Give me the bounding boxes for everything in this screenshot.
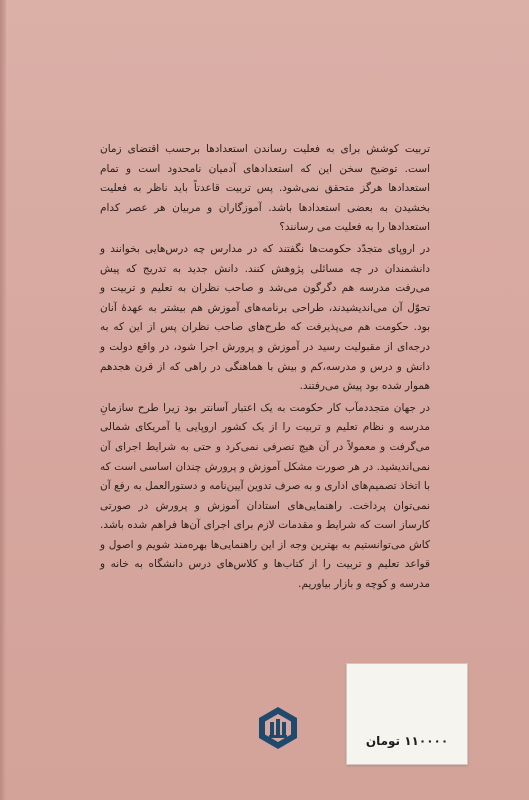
paragraph-2: در اروپای متجدّد حکومت‌ها نگفتند که در مدارس چه درس‌هایی بخوانند و دانشمندان در چه مسائلی پژوهش کنند. دانش جدید به تدریج که پیش می‌رفت مدرسه هم دگرگون می‌شد و صاحب نظران به تعلیم و تربیت و تحوّل آن می‌اندیشیدند، طراحی برنامه‌های آموزش هم بیشتر به عهدهٔ آنان بود. حکومت هم می‌پذیرفت که طرح‌های صاحب نظران پس از این که به درجه‌ای از مقبولیت رسید در آموزش و پرورش اجرا شود، در واقع دولت و دانش و درس و مدرسه،کم و بیش با هماهنگی در راهی که از قرن هجدهم هموار شده بود پیش می‌رفتند. — [100, 242, 430, 393]
price-sticker — [346, 663, 468, 765]
back-cover-text — [100, 140, 430, 597]
price-label: ۱۱۰۰۰۰ تومان — [365, 734, 449, 748]
spine-edge — [0, 0, 6, 800]
paragraph-1: تربیت کوشش برای به فعلیت رساندن استعدادها برحسب اقتضای زمان است. توضیح سخن این که استعدادهای آدمیان نامحدود است و تمام استعدادها هرگز متحقق نمی‌شود. پس تربیت قاعدتاً باید ناظر به فعلیت بخشیدن به بعضی استعدادها باشد. آموزگاران و مربیان هر عصر کدام استعدادها را به فعلیت می رسانند؟ — [100, 143, 430, 234]
publisher-logo-svg — [255, 705, 301, 751]
paragraph-3: در جهان متجددمآب کار حکومت به یک اعتبار آسانتر بود زیرا طرح سازمانِ مدرسه و نظام تعلیم و تربیت را از یک کشور اروپایی یا آمریکای شمالی می‌گرفت و معمولاً در آن هیچ تصرفی نمی‌کرد و حتی به شرایط اجرای آن نمی‌اندیشید. در هر صورت مشکل آموزش و پرورش چندان اساسی است که با اتخاذ تصمیم‌های اداری و به صرف تدوین آیین‌نامه و دستورالعمل به رفع آن نمی‌توان پرداخت. راهنمایی‌های استادان آموزش و پرورش در صورتی کارساز است که شرایط و مقدمات لازم برای اجرای آن‌ها فراهم شده باشد. کاش می‌توانستیم به بهترین وجه از این راهنمایی‌ها بهره‌مند شویم و اصول و قواعد تعلیم و تربیت را از کتاب‌ها و کلاس‌های درس دانشگاه به خانه و مدرسه و کوچه و بازار بیاوریم. — [100, 401, 430, 591]
publisher-logo-icon — [255, 705, 301, 751]
